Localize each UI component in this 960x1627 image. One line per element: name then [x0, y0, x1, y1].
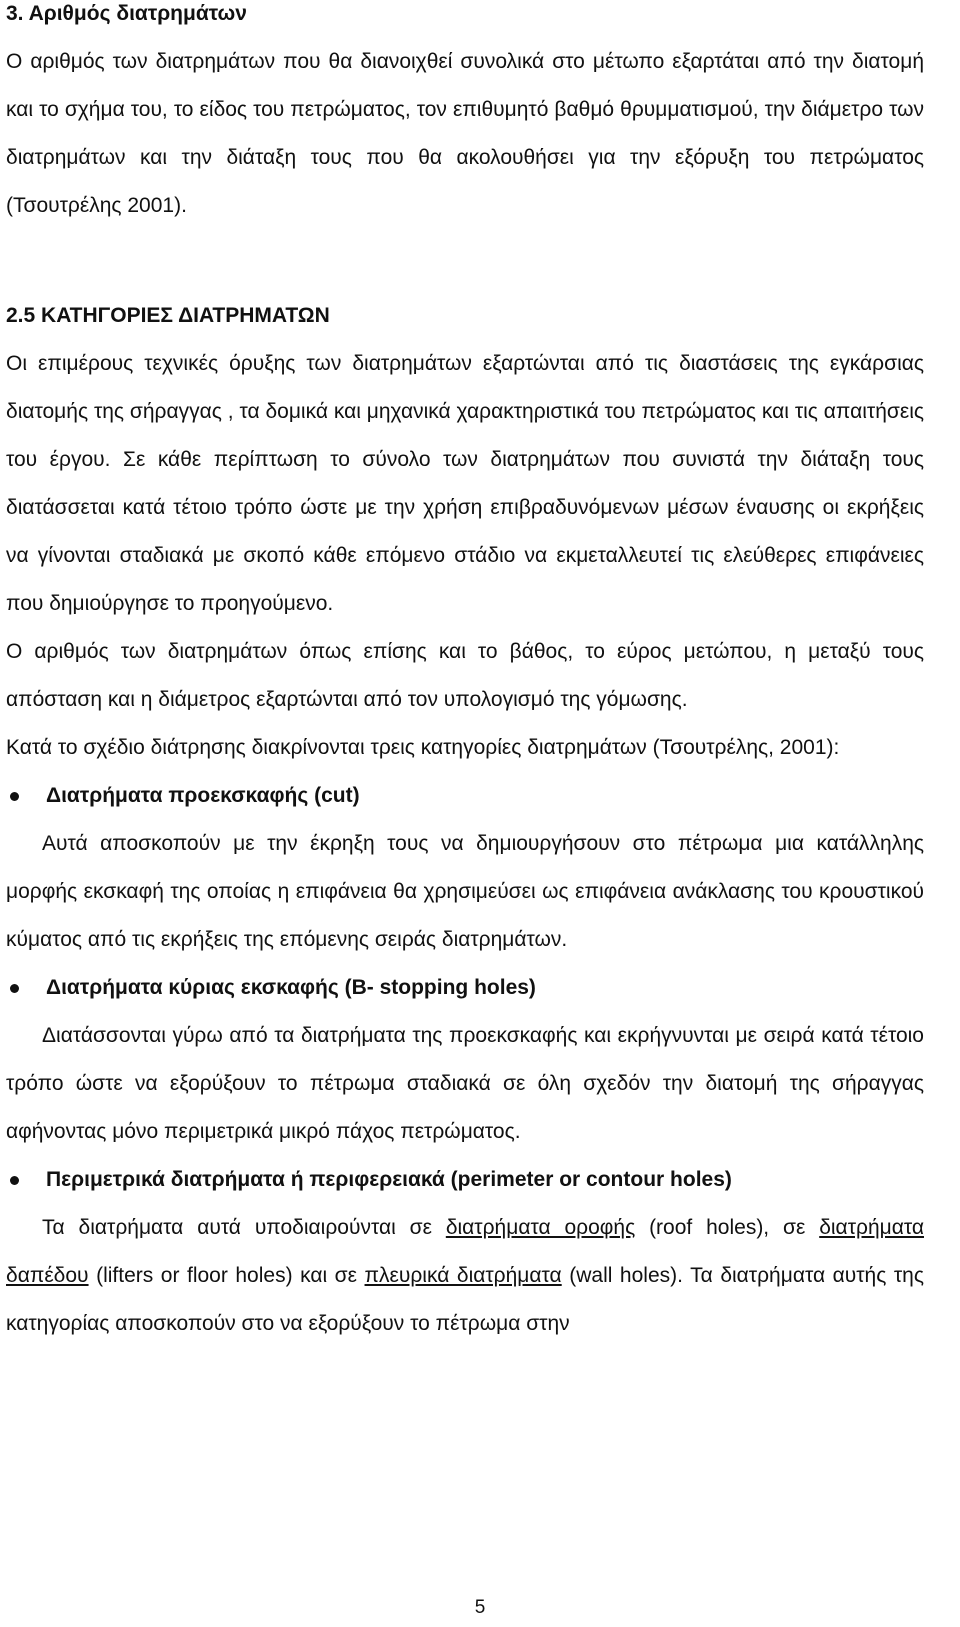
- underlined-term: διατρήματα δαπέδου: [6, 1216, 924, 1287]
- underlined-term: πλευρικά διατρήματα: [364, 1264, 562, 1287]
- section-paragraph-2: Ο αριθμός των διατρημάτων όπως επίσης και το βάθος, το εύρος μετώπου, η μεταξύ τους απόσταση και η διάμετρος εξαρτώνται από τον υπολογισμό της γόμωσης.: [6, 640, 924, 711]
- text-segment: (lifters or floor holes) και σε: [88, 1264, 365, 1287]
- text-segment: (wall holes). Τα διατρήματα αυτής της κατηγορίας αποσκοπούν στο να εξορύξουν το πέτρωμα στην: [6, 1264, 924, 1335]
- text-segment: Τα διατρήματα αυτά υποδιαιρούνται σε: [42, 1216, 446, 1239]
- bullet-item-cut: [6, 772, 924, 820]
- bullet-title: Περιμετρικά διατρήματα ή περιφερειακά (perimeter or contour holes): [46, 1168, 732, 1191]
- bullet-text: [6, 1204, 924, 1348]
- subsection-paragraph: Ο αριθμός των διατρημάτων που θα διανοιχθεί συνολικά στο μέτωπο εξαρτάται από την διατομή και το σχήμα του, το είδος του πετρώματος, τον επιθυμητό βαθμό θρυμματισμού, την διάμετρο των διατρημάτων και την διάταξη τους που θα ακολουθήσει για την εξόρυξη του πετρώματος (Τσουτρέλης 2001).: [6, 50, 924, 217]
- section-block: [6, 302, 924, 772]
- section-paragraph-3: Κατά το σχέδιο διάτρησης διακρίνονται τρεις κατηγορίες διατρημάτων (Τσουτρέλης, 2001):: [6, 736, 840, 759]
- subsection-heading: 3. Αριθμός διατρημάτων: [6, 2, 247, 25]
- bullet-text: Διατάσσονται γύρω από τα διατρήματα της προεκσκαφής και εκρήγνυνται με σειρά κατά τέτοιο τρόπο ώστε να εξορύξουν το πέτρωμα σταδιακά σε όλη σχεδόν την διατομή της σήραγγας αφήνοντας μόνο περιμετρικά μικρό πάχος πετρώματος.: [6, 1024, 924, 1143]
- bullet-dot-icon: [10, 984, 19, 993]
- page-number: 5: [474, 1597, 486, 1618]
- underlined-term: διατρήματα οροφής: [445, 1216, 636, 1239]
- bullet-item-stopping: [6, 964, 924, 1012]
- text-segment: (roof holes), σε: [635, 1216, 820, 1239]
- bullet-dot-icon: [10, 792, 19, 801]
- bullet-item-perimeter: [6, 1156, 924, 1204]
- section-paragraph-1: Οι επιμέρους τεχνικές όρυξης των διατρημάτων εξαρτώνται από τις διαστάσεις της εγκάρσιας διατομής της σήραγγας , τα δομικά και μηχανικά χαρακτηριστικά του πετρώματος και τις απαιτήσεις του έργου. Σε κάθε περίπτωση το σύνολο των διατρημάτων που συνιστά την διάταξη τους διατάσσεται κατά τέτοιο τρόπο ώστε με την χρήση επιβραδυνόμενων μέσων έναυσης οι εκρήξεις να γίνονται σταδιακά με σκοπό κάθε επόμενο στάδιο να εκμεταλλευτεί τις ελεύθερες επιφάνειες που δημιούργησε το προηγούμενο.: [6, 352, 924, 615]
- bullet-title: Διατρήματα προεκσκαφής (cut): [46, 784, 360, 807]
- bullet-dot-icon: [10, 1176, 19, 1185]
- bullet-text: Αυτά αποσκοπούν με την έκρηξη τους να δημιουργήσουν στο πέτρωμα μια κατάλληλης μορφής εκσκαφή της οποίας η επιφάνεια θα χρησιμεύσει ως επιφάνεια ανάκλασης του κρουστικού κύματος από τις εκρήξεις της επόμενης σειράς διατρημάτων.: [6, 832, 924, 951]
- bullet-title: Διατρήματα κύριας εκσκαφής (B- stopping holes): [46, 976, 536, 999]
- section-heading: 2.5 ΚΑΤΗΓΟΡΙΕΣ ΔΙΑΤΡΗΜΑΤΩΝ: [6, 304, 330, 327]
